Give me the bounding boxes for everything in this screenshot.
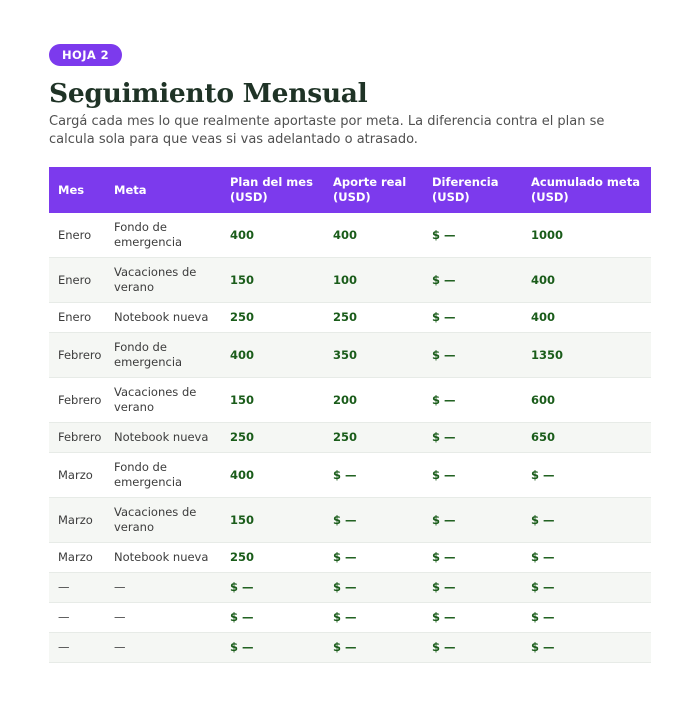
header-meta: Meta [105,167,221,213]
cell-acumulado[interactable]: $ — [522,498,651,543]
cell-diferencia[interactable]: $ — [423,258,522,303]
table-row [49,213,651,258]
header-aporte: Aporte real (USD) [324,167,423,213]
cell-mes[interactable]: Enero [49,213,105,258]
cell-meta[interactable]: Fondo de emergencia [105,213,221,258]
cell-plan[interactable]: 150 [221,378,324,423]
cell-aporte[interactable]: $ — [324,453,423,498]
cell-acumulado[interactable]: 600 [522,378,651,423]
cell-aporte[interactable]: 200 [324,378,423,423]
cell-meta[interactable]: Fondo de emergencia [105,453,221,498]
cell-diferencia[interactable]: $ — [423,213,522,258]
cell-diferencia[interactable]: $ — [423,303,522,333]
cell-meta[interactable]: Vacaciones de verano [105,378,221,423]
cell-acumulado[interactable]: $ — [522,603,651,633]
cell-meta[interactable]: Notebook nueva [105,303,221,333]
cell-plan[interactable]: 250 [221,543,324,573]
cell-acumulado[interactable]: 1000 [522,213,651,258]
cell-acumulado[interactable]: $ — [522,543,651,573]
cell-plan[interactable]: 250 [221,423,324,453]
cell-diferencia[interactable]: $ — [423,423,522,453]
cell-aporte[interactable]: 250 [324,423,423,453]
cell-plan[interactable]: 150 [221,258,324,303]
cell-aporte[interactable]: 100 [324,258,423,303]
cell-mes[interactable]: Febrero [49,378,105,423]
header-acumulado: Acumulado meta (USD) [522,167,651,213]
cell-aporte[interactable]: $ — [324,543,423,573]
cell-mes[interactable]: — [49,633,105,663]
table-row [49,378,651,423]
table-row [49,603,651,633]
table-row [49,633,651,663]
worksheet-page [49,44,651,654]
cell-mes[interactable]: Enero [49,303,105,333]
cell-acumulado[interactable]: 650 [522,423,651,453]
cell-mes[interactable]: Febrero [49,423,105,453]
cell-meta[interactable]: Vacaciones de verano [105,498,221,543]
cell-aporte[interactable]: 250 [324,303,423,333]
header-plan: Plan del mes (USD) [221,167,324,213]
cell-plan[interactable]: $ — [221,573,324,603]
cell-meta[interactable]: — [105,603,221,633]
cell-aporte[interactable]: 400 [324,213,423,258]
cell-diferencia[interactable]: $ — [423,573,522,603]
cell-acumulado[interactable]: 400 [522,303,651,333]
table-row [49,453,651,498]
cell-meta[interactable]: — [105,573,221,603]
header-diferencia: Diferencia (USD) [423,167,522,213]
cell-diferencia[interactable]: $ — [423,543,522,573]
cell-acumulado[interactable]: 1350 [522,333,651,378]
cell-plan[interactable]: 400 [221,333,324,378]
table-row [49,333,651,378]
cell-aporte[interactable]: $ — [324,633,423,663]
cell-mes[interactable]: — [49,603,105,633]
cell-plan[interactable]: $ — [221,633,324,663]
cell-meta[interactable]: — [105,633,221,663]
cell-plan[interactable]: $ — [221,603,324,633]
table-row [49,543,651,573]
cell-aporte[interactable]: $ — [324,603,423,633]
cell-acumulado[interactable]: $ — [522,453,651,498]
cell-plan[interactable]: 400 [221,213,324,258]
table-body [49,213,651,663]
cell-mes[interactable]: Enero [49,258,105,303]
cell-meta[interactable]: Notebook nueva [105,543,221,573]
cell-diferencia[interactable]: $ — [423,453,522,498]
cell-diferencia[interactable]: $ — [423,378,522,423]
table-row [49,303,651,333]
cell-diferencia[interactable]: $ — [423,333,522,378]
monthly-tracking-table [49,167,651,663]
cell-mes[interactable]: Marzo [49,543,105,573]
cell-plan[interactable]: 250 [221,303,324,333]
cell-meta[interactable]: Notebook nueva [105,423,221,453]
table-row [49,423,651,453]
cell-acumulado[interactable]: $ — [522,573,651,603]
cell-mes[interactable]: — [49,573,105,603]
cell-mes[interactable]: Marzo [49,453,105,498]
cell-diferencia[interactable]: $ — [423,498,522,543]
sheet-badge: HOJA 2 [49,44,122,66]
cell-aporte[interactable]: $ — [324,573,423,603]
table-row [49,498,651,543]
cell-mes[interactable]: Marzo [49,498,105,543]
cell-mes[interactable]: Febrero [49,333,105,378]
cell-diferencia[interactable]: $ — [423,603,522,633]
cell-acumulado[interactable]: 400 [522,258,651,303]
page-title: Seguimiento Mensual [49,78,368,109]
cell-plan[interactable]: 150 [221,498,324,543]
table-header [49,167,651,213]
cell-diferencia[interactable]: $ — [423,633,522,663]
header-row [49,167,651,213]
header-mes: Mes [49,167,105,213]
page-intro: Cargá cada mes lo que realmente aportaste por meta. La diferencia contra el plan se calcula sola para que veas si vas adelantado o atrasado. [49,114,605,147]
cell-aporte[interactable]: 350 [324,333,423,378]
cell-plan[interactable]: 400 [221,453,324,498]
table-row [49,258,651,303]
cell-aporte[interactable]: $ — [324,498,423,543]
cell-meta[interactable]: Vacaciones de verano [105,258,221,303]
cell-acumulado[interactable]: $ — [522,633,651,663]
cell-meta[interactable]: Fondo de emergencia [105,333,221,378]
table-row [49,573,651,603]
